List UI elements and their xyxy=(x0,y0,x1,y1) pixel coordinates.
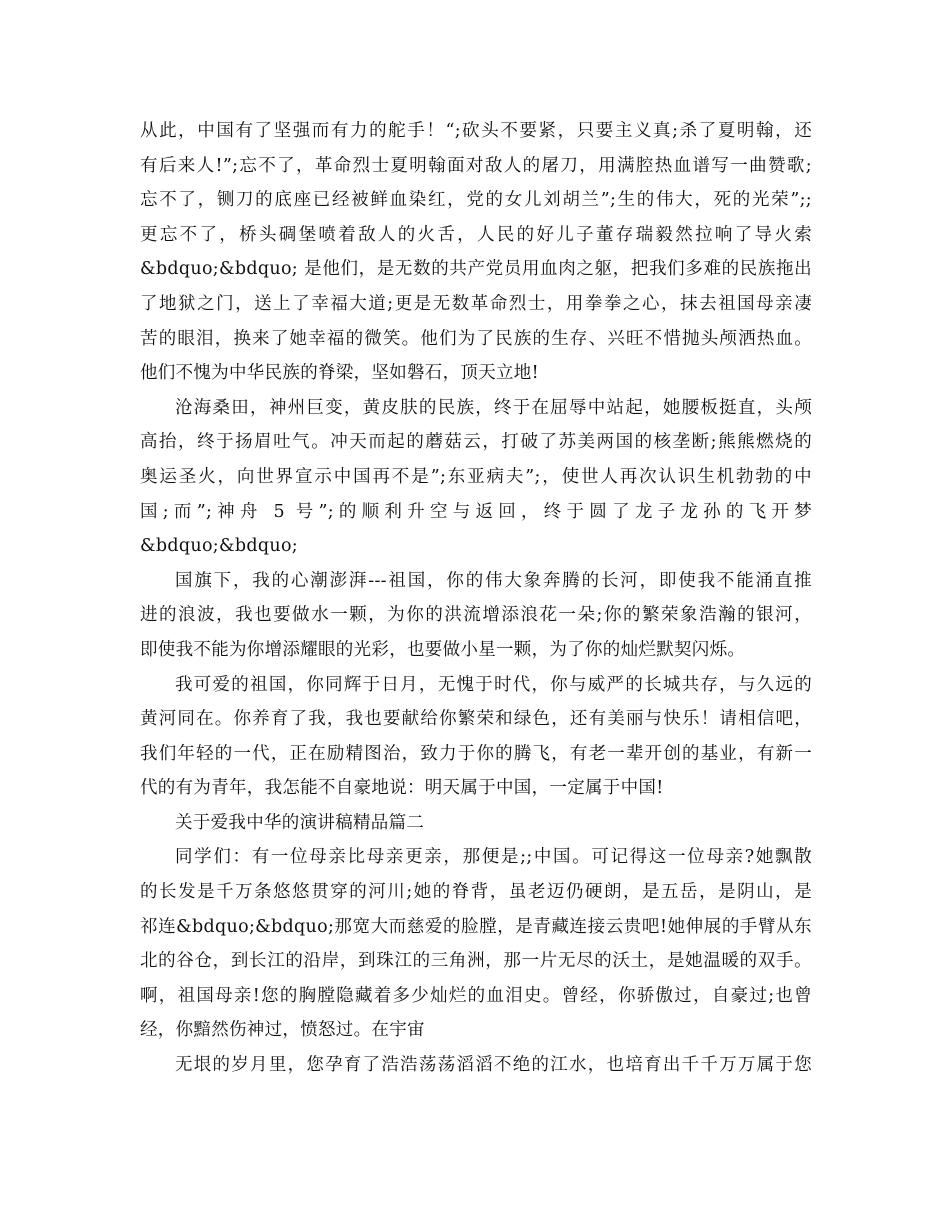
text-line: 更忘不了，桥头碉堡喷着敌人的火舌，人民的好儿子董存瑞毅然拉响了导火索 xyxy=(140,224,812,245)
text-line: 了地狱之门，送上了幸福大道;更是无数革命烈士，用拳拳之心，抹去祖国母亲凄 xyxy=(140,293,812,314)
text-line: 沧海桑田，神州巨变，黄皮肤的民族，终于在屈辱中站起，她腰板挺直，头颅 xyxy=(175,397,812,418)
text-line: &bdquo;&bdquo; 是他们，是无数的共产党员用血肉之躯，把我们多难的民族拖出 xyxy=(140,259,812,280)
text-line: 即使我不能为你增添耀眼的光彩，也要做小星一颗，为了你的灿烂默契闪烁。 xyxy=(140,639,746,660)
text-line: 国旗下，我的心潮澎湃---祖国，你的伟大象奔腾的长河，即使我不能涌直推 xyxy=(175,570,812,591)
document-page xyxy=(140,114,812,1083)
text-line: 黄河同在。你养育了我，我也要献给你繁荣和绿色，还有美丽与快乐！请相信吧， xyxy=(140,709,812,730)
text-line: &bdquo;&bdquo; xyxy=(140,536,298,557)
text-line: 同学们：有一位母亲比母亲更亲，那便是;;中国。可记得这一位母亲?她飘散 xyxy=(175,847,812,868)
text-line: 无垠的岁月里，您孕育了浩浩荡荡滔滔不绝的江水，也培育出千千万万属于您 xyxy=(175,1055,812,1076)
text-line: 有后来人!”;忘不了，革命烈士夏明翰面对敌人的屠刀，用满腔热血谱写一曲赞歌; xyxy=(140,155,812,176)
text-line: 代的有为青年，我怎能不自豪地说：明天属于中国，一定属于中国! xyxy=(140,778,664,799)
text-line: 从此，中国有了坚强而有力的舵手！“;砍头不要紧，只要主义真;杀了夏明翰，还 xyxy=(140,121,812,141)
text-line: 我们年轻的一代，正在励精图治，致力于你的腾飞，有老一辈开创的基业，有新一 xyxy=(140,743,812,764)
text-line: 经，你黯然伤神过，愤怒过。在宇宙 xyxy=(140,1020,425,1041)
text-line: 他们不愧为中华民族的脊梁，坚如磐石，顶天立地! xyxy=(140,363,539,384)
text-line: 忘不了，铡刀的底座已经被鲜血染红，党的女儿刘胡兰”;生的伟大，死的光荣”;; xyxy=(140,190,812,211)
text-line: 北的谷仓，到长江的沿岸，到珠江的三角洲，那一片无尽的沃土，是她温暖的双手。 xyxy=(140,951,812,972)
text-line: 进的浪波，我也要做水一颗，为你的洪流增添浪花一朵;你的繁荣象浩瀚的银河， xyxy=(140,605,812,626)
text-line: 的长发是千万条悠悠贯穿的河川;她的脊背，虽老迈仍硬朗，是五岳，是阴山，是 xyxy=(140,882,812,903)
text-line: 啊，祖国母亲!您的胸膛隐藏着多少灿烂的血泪史。曾经，你骄傲过，自豪过;也曾 xyxy=(140,985,812,1006)
text-line: 我可爱的祖国，你同辉于日月，无愧于时代，你与威严的长城共存，与久远的 xyxy=(175,674,812,695)
section-heading: 关于爱我中华的演讲稿精品篇二 xyxy=(175,812,425,833)
text-line: 苦的眼泪，换来了她幸福的微笑。他们为了民族的生存、兴旺不惜抛头颅洒热血。 xyxy=(140,328,812,349)
text-line: 高抬，终于扬眉吐气。冲天而起的蘑菇云，打破了苏美两国的核垄断;熊熊燃烧的 xyxy=(140,432,812,453)
text-line: 祁连&bdquo;&bdquo;那宽大而慈爱的脸膛，是青藏连接云贵吧!她伸展的手臂从东 xyxy=(140,916,812,937)
text-line: 国;而”;神舟 5 号”;的顺利升空与返回，终于圆了龙子龙孙的飞开梦 xyxy=(140,501,812,522)
text-line: 奥运圣火，向世界宣示中国再不是”;东亚病夫”;，使世人再次认识生机勃勃的中 xyxy=(140,466,812,487)
